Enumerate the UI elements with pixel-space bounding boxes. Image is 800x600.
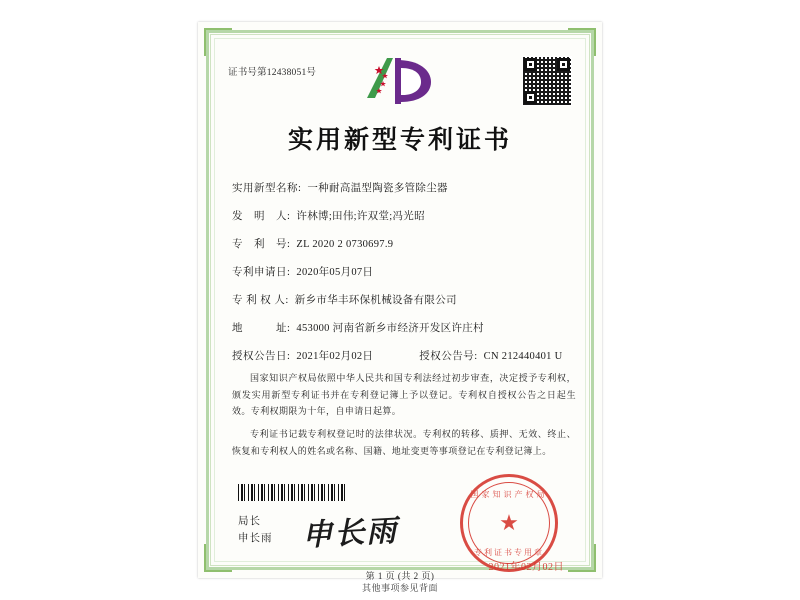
field-row-inventors (232, 208, 576, 223)
field-label: 实用新型名称: (232, 183, 302, 194)
corner-ornament-top-right (568, 28, 596, 56)
seal-date: 2021年02月02日 (488, 562, 564, 573)
field-row-application-date (232, 264, 576, 279)
field-row-patentee (232, 292, 576, 307)
seal-bottom-text: 专利证书专用章 (474, 548, 544, 557)
certificate-title: 实用新型专利证书 (287, 125, 512, 154)
field-label: 专利申请日: (232, 267, 291, 278)
grant-number-label: 授权公告号: (419, 351, 478, 362)
patent-certificate (198, 22, 602, 578)
field-value: ZL 2020 2 0730697.9 (296, 239, 394, 250)
legal-paragraph-1: 国家知识产权局依照中华人民共和国专利法经过初步审查，决定授予专利权，颁发实用新型专利证书并在专利登记簿上予以登记。专利权自授权公告之日起生效。专利权期限为十年，自申请日起算。 (232, 373, 576, 417)
field-label: 专 利 号: (232, 239, 291, 250)
field-label: 地 址: (232, 323, 291, 334)
grant-date-value: 2021年02月02日 (296, 351, 374, 362)
field-row-grant-announcement (232, 348, 576, 363)
seal-star-icon: ★ (499, 510, 519, 535)
director-title-label: 局长 (238, 516, 261, 527)
field-value: 许林博;田伟;许双堂;冯光昭 (296, 211, 425, 222)
barcode-icon (238, 484, 348, 501)
certificate-number: 证书号第12438051号 (228, 68, 317, 78)
qr-finder-bottom-left (524, 91, 537, 104)
field-value: 453000 河南省新乡市经济开发区许庄村 (296, 323, 484, 334)
outside-note: 其他事项参见背面 (361, 583, 438, 593)
field-label: 专 利 权 人: (232, 295, 289, 306)
field-value: 新乡市华丰环保机械设备有限公司 (294, 295, 457, 306)
handwritten-signature: 申长雨 (301, 513, 400, 554)
field-list (232, 180, 576, 376)
field-row-address (232, 320, 576, 335)
corner-ornament-top-left (204, 28, 232, 56)
field-row-utility-model-name (232, 180, 576, 195)
corner-ornament-bottom-right (568, 544, 596, 572)
field-row-patent-number (232, 236, 576, 251)
cnipa-emblem-icon (357, 52, 443, 112)
field-value: 一种耐高温型陶瓷多管除尘器 (307, 183, 448, 194)
grant-number-value: CN 212440401 U (483, 351, 563, 362)
signature-block (238, 514, 273, 548)
seal-top-text: 国家知识产权局 (470, 490, 548, 499)
field-value: 2020年05月07日 (296, 267, 374, 278)
qr-finder-top-right (557, 58, 570, 71)
qr-finder-top-left (524, 58, 537, 71)
legal-paragraph-2: 专利证书记载专利权登记时的法律状况。专利权的转移、质押、无效、终止、恢复和专利权人的姓名或名称、国籍、地址变更等事项登记在专利登记簿上。 (232, 429, 576, 456)
director-name-label: 申长雨 (238, 532, 273, 544)
qr-code-icon (522, 56, 572, 106)
field-label: 发 明 人: (232, 211, 291, 222)
grant-date-label: 授权公告日: (232, 351, 291, 362)
page-footer: 第 1 页 (共 2 页) (365, 571, 435, 581)
corner-ornament-bottom-left (204, 544, 232, 572)
